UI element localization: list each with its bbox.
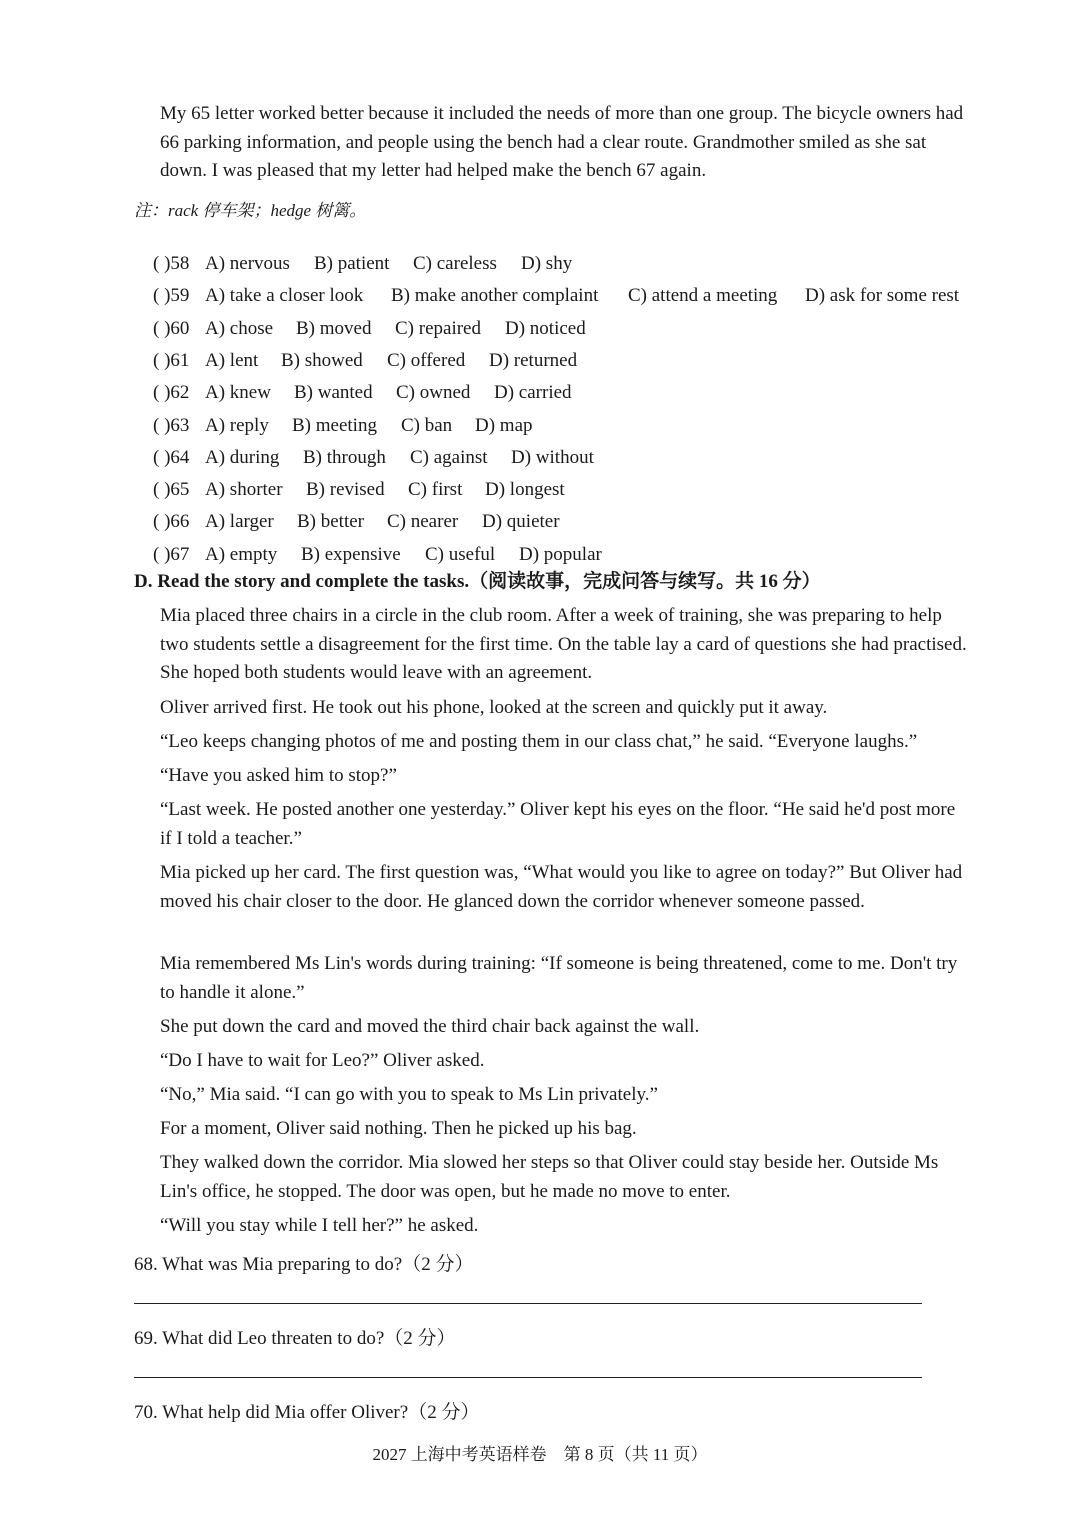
story-paragraph: “Leo keeps changing photos of me and posting them in our class chat,” he said. “Everyone laughs.” xyxy=(160,731,918,752)
story-paragraph: For a moment, Oliver said nothing. Then he picked up his bag. xyxy=(160,1118,637,1139)
story-paragraph: Mia placed three chairs in a circle in the club room. After a week of training, she was preparing to help two students settle a disagreement for the first time. On the table lay a card of questions she had practised. She hoped both students would leave with an agreement. xyxy=(160,605,967,683)
story-paragraph: “Have you asked him to stop?” xyxy=(160,765,397,786)
option-row-67: ( )67 A) empty B) expensive C) useful D) popular xyxy=(153,544,602,565)
page-footer: 2027 上海中考英语样卷 第 8 页（共 11 页） xyxy=(372,1445,708,1464)
option-row-59: ( )59 A) take a closer look B) make another complaint C) attend a meeting D) ask for some rest xyxy=(153,285,960,306)
question-68: 68. What was Mia preparing to do?（2 分） xyxy=(134,1254,474,1275)
story-paragraph: Oliver arrived first. He took out his phone, looked at the screen and quickly put it away. xyxy=(160,697,828,718)
option-row-58: ( )58 A) nervous B) patient C) careless D) shy xyxy=(153,253,573,274)
story-paragraph: Mia remembered Ms Lin's words during training: “If someone is being threatened, come to me. Don't try to handle it alone.” xyxy=(160,953,958,1003)
option-row-60: ( )60 A) chose B) moved C) repaired D) noticed xyxy=(153,318,586,339)
passage-continuation: My 65 letter worked better because it included the needs of more than one group. The bicycle owners had 66 parking information, and people using the bench had a clear route. Grandmother smiled as she sat down. I was pleased that my letter had helped make the bench 67 again. xyxy=(160,103,964,181)
story-paragraph: “No,” Mia said. “I can go with you to speak to Ms Lin privately.” xyxy=(160,1084,658,1105)
story-paragraph: Mia picked up her card. The first question was, “What would you like to agree on today?” But Oliver had moved his chair closer to the door. He glanced down the corridor whenever someone passed. xyxy=(160,862,963,912)
story-paragraph: “Will you stay while I tell her?” he asked. xyxy=(160,1215,479,1236)
vocabulary-note: 注：rack 停车架；hedge 树篱。 xyxy=(134,201,367,220)
option-row-65: ( )65 A) shorter B) revised C) first D) longest xyxy=(153,479,565,500)
story-paragraph: She put down the card and moved the third chair back against the wall. xyxy=(160,1016,700,1037)
option-row-62: ( )62 A) knew B) wanted C) owned D) carried xyxy=(153,382,572,403)
answer-line-68[interactable] xyxy=(134,1303,922,1304)
option-row-66: ( )66 A) larger B) better C) nearer D) quieter xyxy=(153,511,560,532)
question-70: 70. What help did Mia offer Oliver?（2 分） xyxy=(134,1402,480,1423)
answer-line-69[interactable] xyxy=(134,1377,922,1378)
story-paragraph: They walked down the corridor. Mia slowed her steps so that Oliver could stay beside her. Outside Ms Lin's office, he stopped. The door was open, but he made no move to enter. xyxy=(160,1152,939,1202)
option-row-63: ( )63 A) reply B) meeting C) ban D) map xyxy=(153,415,533,436)
option-row-64: ( )64 A) during B) through C) against D) without xyxy=(153,447,594,468)
question-69: 69. What did Leo threaten to do?（2 分） xyxy=(134,1328,456,1349)
story-paragraph: “Do I have to wait for Leo?” Oliver asked. xyxy=(160,1050,485,1071)
story-paragraph: “Last week. He posted another one yesterday.” Oliver kept his eyes on the floor. “He said he'd post more if I told a teacher.” xyxy=(160,799,956,849)
option-row-61: ( )61 A) lent B) showed C) offered D) returned xyxy=(153,350,578,371)
section-d-heading: D. Read the story and complete the tasks.（阅读故事，完成问答与续写。共 16 分） xyxy=(134,571,821,592)
